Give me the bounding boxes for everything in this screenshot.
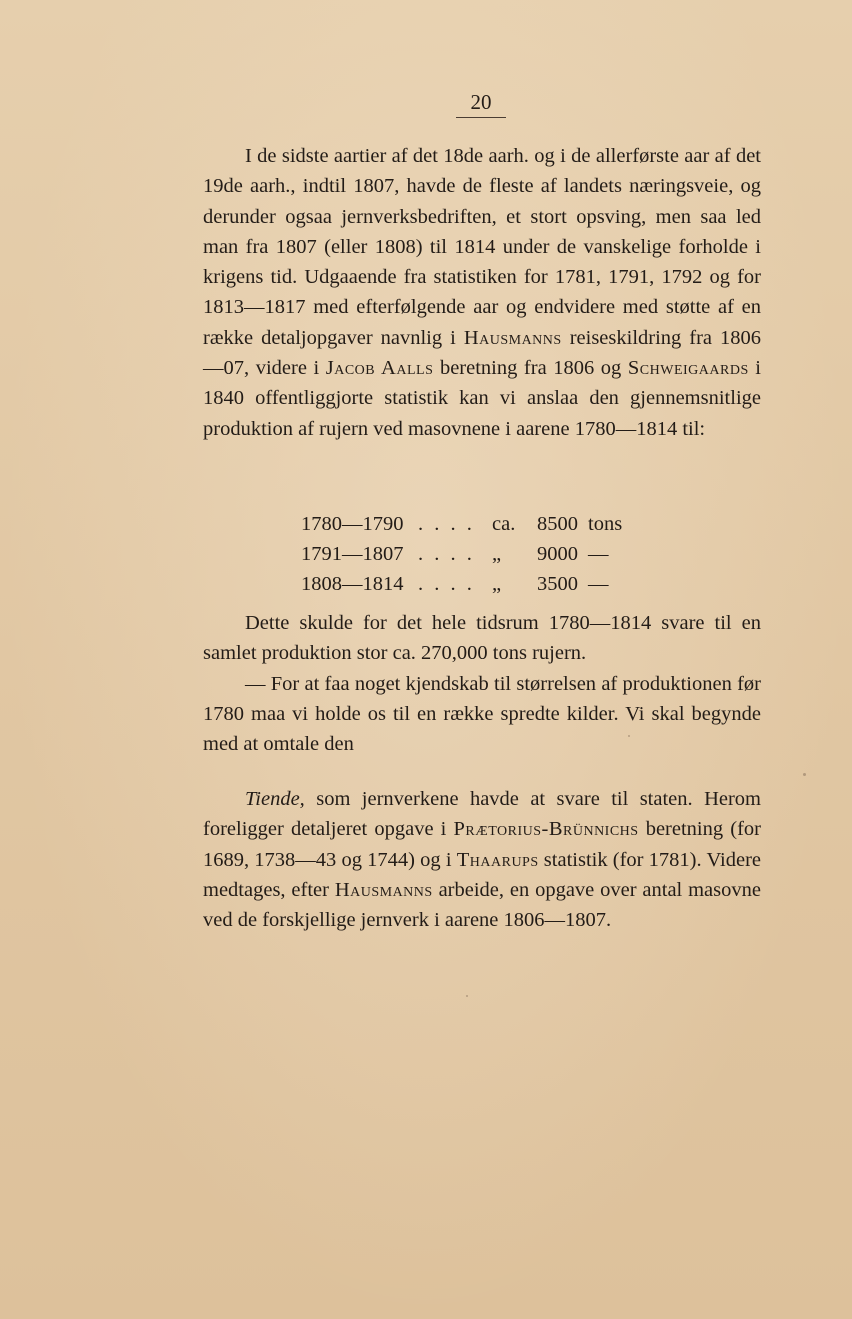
paragraph-total-production (203, 608, 761, 759)
author-name-thaarup: Thaarups (456, 848, 539, 871)
author-name-hausmann: Hausmanns (334, 878, 433, 901)
value-cell: 9000 (537, 543, 578, 565)
paper-speck (628, 735, 630, 737)
paragraph-text: Dette skulde for det hele tidsrum 1780—1814 svare til en samlet produktion stor ca. 270,000 tons rujern. (203, 612, 761, 665)
paragraph-text: arbeide, en opgave over antal masovne ved de forskjellige jernverk i aarene 1806—1807. (203, 878, 761, 932)
paragraph-text: statistik (for 1781). Videre medtages, efter (203, 848, 761, 901)
paper-speck (466, 995, 468, 997)
paragraph-text: I de sidste aartier af det 18de aarh. og i de allerførste aar af det 19de aarh., indtil 1807, havde de fleste af landets næringsveie, og derunder ogsaa jernverksbedriften, et stort opsving, men saa led man fra 1807 (eller 1808) til 1814 under de vanskelige forholde i krigens tid. Udgaaende fra statistiken for 1781, 1791, 1792 og for 1813—1817 med efterfølgende aar og endvidere med støtte af en række detaljopgaver navnlig i (203, 145, 761, 349)
paragraph-tiende (203, 784, 761, 935)
unit-cell: tons (588, 513, 623, 535)
value-cell: 3500 (537, 573, 578, 595)
author-name-schweigaard: Schweigaards (627, 357, 749, 380)
table-row (301, 509, 622, 539)
table-row (301, 539, 622, 569)
author-name-hausmann: Hausmanns (463, 326, 562, 349)
prefix-cell: „ (492, 543, 502, 565)
leader-dots: . . . . (418, 543, 475, 565)
period-cell: 1791—1807 (301, 543, 404, 565)
value-cell: 8500 (537, 513, 578, 535)
author-name-praetorius-brunnich: Prætorius-Brünnichs (453, 818, 639, 841)
leader-dots: . . . . (418, 573, 475, 595)
author-name-aall: Jacob Aalls (325, 357, 434, 380)
prefix-cell: „ (492, 573, 502, 595)
period-cell: 1808—1814 (301, 573, 404, 595)
unit-cell: — (588, 543, 609, 565)
paragraph-text: som jernverkene havde at svare til staten. Herom foreligger detaljeret opgave i (203, 788, 761, 841)
period-cell: 1780—1790 (301, 513, 404, 535)
prefix-cell: ca. (492, 513, 516, 535)
page-number-rule (456, 117, 506, 118)
table-row (301, 569, 622, 599)
paragraph-text: beretning (for 1689, 1738—43 og 1744) og i (203, 818, 761, 871)
paragraph-text: i 1840 offentliggjorte statistik kan vi anslaa den gjennemsnitlige produktion af rujern ved masovnene i aarene 1780—1814 til: (203, 357, 761, 440)
paragraph-text: beretning fra 1806 og (433, 357, 628, 380)
leader-dots: . . . . (418, 513, 475, 535)
unit-cell: — (588, 573, 609, 595)
section-term-tiende: Tiende, (245, 788, 305, 810)
paragraph-iron-production-history (203, 141, 761, 444)
paragraph-text: — For at faa noget kjendskab til størrelsen af produktionen før 1780 maa vi holde os til en række spredte kilder. Vi skal begynde med at omtale den (203, 672, 761, 756)
paragraph-text: reiseskildring fra 1806—07, videre i (203, 326, 762, 380)
page-number: 20 (470, 90, 492, 114)
paper-speck (803, 773, 806, 776)
production-table (301, 509, 622, 599)
